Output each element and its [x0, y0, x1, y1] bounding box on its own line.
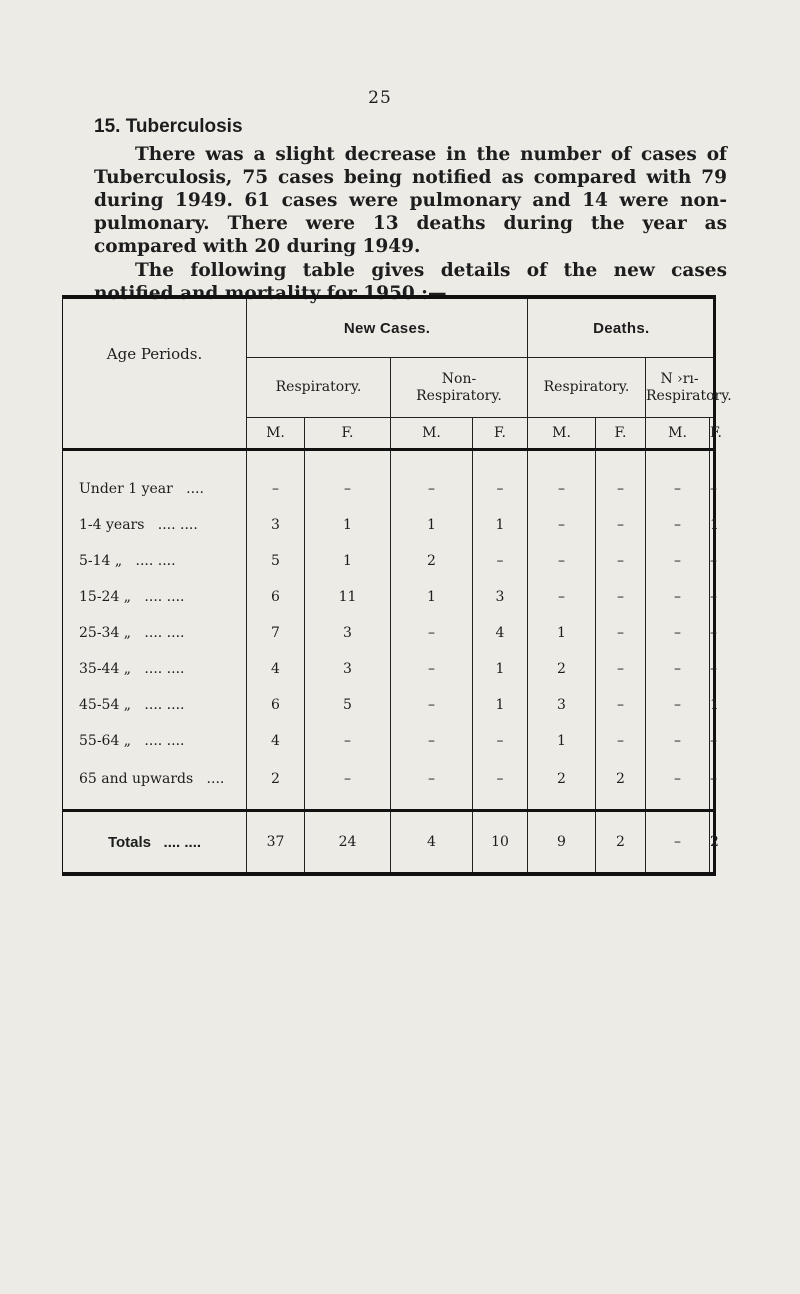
table-cell: 2	[391, 543, 473, 579]
table-row	[63, 543, 715, 579]
table-cell: 9	[528, 811, 596, 875]
table-cell: 1	[305, 507, 391, 543]
table-cell: –	[528, 543, 596, 579]
table-cell: –	[596, 723, 646, 759]
table-cell: 4	[247, 651, 305, 687]
leader-dots: .... ....	[157, 517, 198, 533]
leader-dots: ....	[186, 481, 204, 497]
male-header: M.	[391, 418, 473, 450]
non-label: N ›rı-	[660, 370, 699, 387]
age-period-label: 25-34 „	[79, 625, 132, 641]
table-cell: –	[596, 687, 646, 723]
table-cell: 1	[305, 543, 391, 579]
table-cell: 4	[391, 811, 473, 875]
table-cell: 1	[473, 507, 528, 543]
table-cell: –	[596, 651, 646, 687]
table-row	[63, 651, 715, 687]
table-cell: –	[710, 651, 715, 687]
table-cell: –	[473, 450, 528, 508]
age-period-label: Under 1 year	[79, 481, 173, 497]
table-cell: –	[528, 579, 596, 615]
totals-row	[63, 811, 715, 875]
leader-dots: .... ....	[144, 589, 185, 605]
age-period-cell	[63, 507, 247, 543]
table-cell: –	[710, 615, 715, 651]
table-cell: –	[646, 507, 710, 543]
table-cell: –	[391, 615, 473, 651]
table-cell: –	[710, 723, 715, 759]
age-period-cell	[63, 579, 247, 615]
table-cell: –	[305, 759, 391, 811]
age-period-cell	[63, 615, 247, 651]
table-cell: 2	[596, 759, 646, 811]
new-respiratory-header: Respiratory.	[247, 358, 391, 418]
totals-label	[63, 811, 247, 875]
table-cell: –	[247, 450, 305, 508]
table-cell: 5	[247, 543, 305, 579]
table-cell: 3	[528, 687, 596, 723]
table-cell: –	[528, 507, 596, 543]
table-cell: –	[391, 450, 473, 508]
paragraph-text: There was a slight decrease in the number of cases of Tuberculosis, 75 cases being notified as compared with 79 during 1949. 61 cases were pulmonary and 14 were non-pulmonary. There were 13 deaths during the year as compared with 20 during 1949.	[94, 144, 727, 257]
table-cell: 1	[391, 507, 473, 543]
deaths-respiratory-header: Respiratory.	[528, 358, 646, 418]
table-cell: 1	[528, 723, 596, 759]
table-cell: 7	[247, 615, 305, 651]
age-period-label: 15-24 „	[79, 589, 132, 605]
table-cell: –	[391, 723, 473, 759]
table-row	[63, 723, 715, 759]
table-cell: 3	[305, 651, 391, 687]
non-label: Non-	[441, 370, 477, 387]
deaths-header: Deaths.	[528, 297, 715, 358]
table-cell: 5	[305, 687, 391, 723]
female-header: F.	[596, 418, 646, 450]
table-cell: –	[710, 579, 715, 615]
table-cell: 6	[247, 579, 305, 615]
table-cell: 11	[305, 579, 391, 615]
leader-dots: ....	[206, 771, 225, 787]
new-non-respiratory-header	[391, 358, 528, 418]
paragraph-text: The following table gives details of the new cases notified and mortality for 1950 :—	[94, 260, 727, 304]
table-cell: –	[646, 615, 710, 651]
age-period-cell	[63, 723, 247, 759]
age-period-cell	[63, 543, 247, 579]
table-cell: –	[391, 687, 473, 723]
age-period-label: 65 and upwards	[79, 771, 194, 787]
table-cell: –	[596, 507, 646, 543]
table-cell: 1	[710, 687, 715, 723]
table-row	[63, 450, 715, 508]
male-header: M.	[528, 418, 596, 450]
age-period-cell	[63, 687, 247, 723]
table-cell: –	[646, 687, 710, 723]
table-cell: –	[710, 543, 715, 579]
leader-dots: .... ....	[144, 625, 185, 641]
table-row	[63, 687, 715, 723]
age-period-label: 5-14 „	[79, 553, 123, 569]
table-cell: 1	[528, 615, 596, 651]
age-period-label: 45-54 „	[79, 697, 132, 713]
age-period-label: 35-44 „	[79, 661, 132, 677]
table-cell: –	[646, 811, 710, 875]
leader-dots: .... ....	[144, 697, 185, 713]
table-cell: –	[473, 759, 528, 811]
table-cell: –	[596, 579, 646, 615]
table-cell: –	[646, 651, 710, 687]
table-cell: 1	[710, 507, 715, 543]
respiratory-label: Respiratory.	[416, 387, 502, 404]
table-cell: 24	[305, 811, 391, 875]
deaths-non-respiratory-header	[646, 358, 732, 418]
age-periods-header: Age Periods.	[106, 344, 203, 363]
table-cell: –	[528, 450, 596, 508]
paragraph-cases-summary	[94, 143, 727, 258]
table-cell: 3	[305, 615, 391, 651]
age-period-label: 1-4 years	[79, 517, 145, 533]
leader-dots: .... ....	[163, 833, 202, 851]
section-heading: 15. Tuberculosis	[94, 116, 243, 137]
female-header: F.	[305, 418, 391, 450]
table-cell: –	[391, 759, 473, 811]
new-cases-header: New Cases.	[247, 297, 528, 358]
table-cell: 4	[247, 723, 305, 759]
table-cell: 1	[473, 687, 528, 723]
age-period-cell	[63, 651, 247, 687]
table-cell: 2	[528, 759, 596, 811]
table-row	[63, 507, 715, 543]
age-period-cell	[63, 759, 247, 811]
table-cell: 37	[247, 811, 305, 875]
table-cell: 3	[473, 579, 528, 615]
leader-dots: .... ....	[144, 733, 185, 749]
table-cell: 1	[473, 651, 528, 687]
table-cell: –	[646, 450, 710, 508]
age-period-label: 55-64 „	[79, 733, 132, 749]
table-cell: 2	[596, 811, 646, 875]
table-cell: –	[710, 759, 715, 811]
table-cell: –	[596, 543, 646, 579]
table-cell: –	[473, 543, 528, 579]
table-cell: –	[596, 450, 646, 508]
female-header: F.	[710, 418, 715, 450]
table-cell: 6	[247, 687, 305, 723]
page-number: 25	[368, 88, 392, 108]
table-cell: 10	[473, 811, 528, 875]
table-cell: –	[710, 450, 715, 508]
age-period-cell	[63, 450, 247, 508]
table-cell: 1	[391, 579, 473, 615]
table-cell: –	[646, 723, 710, 759]
table-cell: –	[646, 579, 710, 615]
table-row	[63, 579, 715, 615]
tuberculosis-table	[62, 295, 732, 876]
table-cell: –	[596, 615, 646, 651]
table-cell: 3	[247, 507, 305, 543]
table-row	[63, 615, 715, 651]
table-row	[63, 759, 715, 811]
table-cell: 2	[528, 651, 596, 687]
male-header: M.	[646, 418, 710, 450]
table-cell: 2	[247, 759, 305, 811]
table-cell: –	[646, 543, 710, 579]
totals-text: Totals	[107, 833, 152, 851]
leader-dots: .... ....	[144, 661, 185, 677]
table-cell: –	[391, 651, 473, 687]
table-cell: 4	[473, 615, 528, 651]
table-cell: –	[473, 723, 528, 759]
male-header: M.	[247, 418, 305, 450]
table-cell: –	[646, 759, 710, 811]
table-cell: –	[305, 723, 391, 759]
leader-dots: .... ....	[135, 553, 176, 569]
female-header: F.	[473, 418, 528, 450]
table-cell: 2	[710, 811, 715, 875]
table-cell: –	[305, 450, 391, 508]
respiratory-label: Respiratory.	[646, 387, 732, 404]
